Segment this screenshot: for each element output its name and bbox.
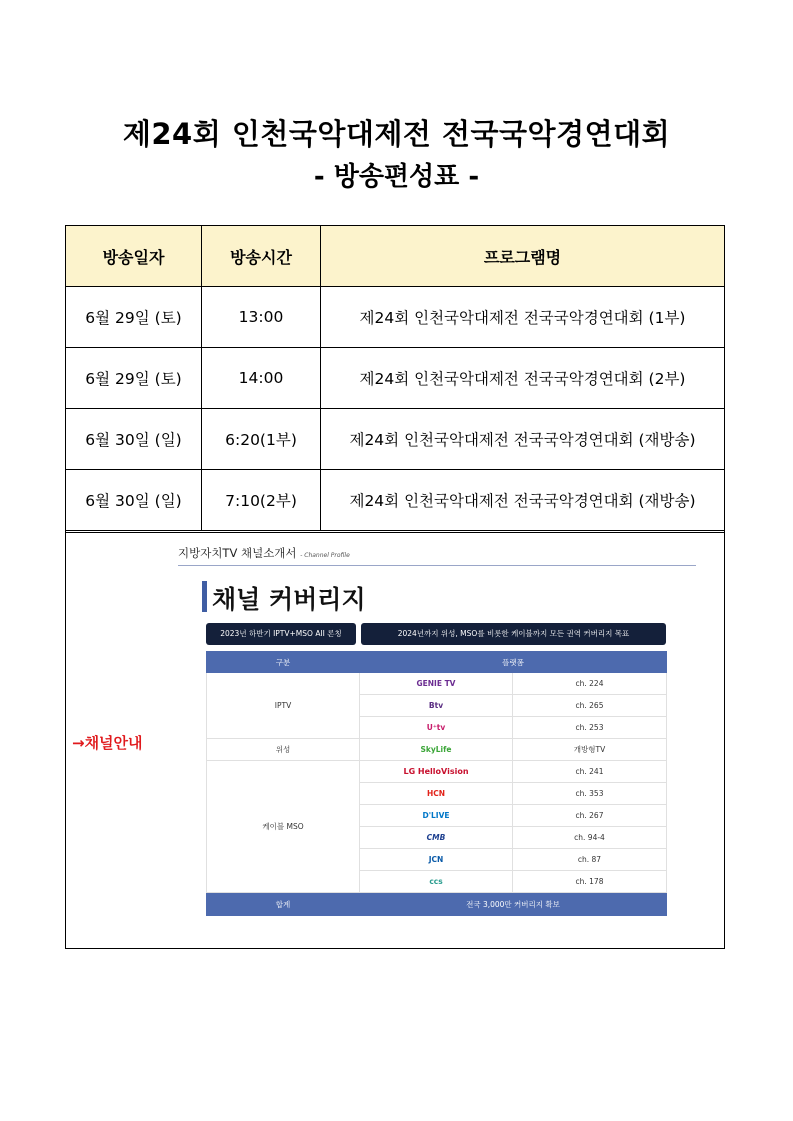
channel-number: ch. 224 [513, 673, 667, 695]
header-date: 방송일자 [66, 226, 202, 287]
schedule-date: 6월 29일 (토) [66, 287, 202, 348]
schedule-time: 14:00 [202, 348, 321, 409]
header-time: 방송시간 [202, 226, 321, 287]
schedule-program: 제24회 인천국악대제전 전국국악경연대회 (재방송) [321, 409, 725, 470]
schedule-row [66, 409, 725, 470]
platform-logo: U⁺tv [360, 717, 513, 739]
profile-header [178, 545, 350, 561]
coverage-col-platform: 플랫폼 [360, 652, 667, 673]
channel-number: ch. 353 [513, 783, 667, 805]
channel-number: ch. 94-4 [513, 827, 667, 849]
channel-number: 개방형TV [513, 739, 667, 761]
platform-logo: LG HelloVision [360, 761, 513, 783]
section-accent-bar [202, 581, 207, 612]
channel-number: ch. 253 [513, 717, 667, 739]
channel-profile-image [178, 545, 696, 923]
schedule-program: 제24회 인천국악대제전 전국국악경연대회 (2부) [321, 348, 725, 409]
schedule-program: 제24회 인천국악대제전 전국국악경연대회 (재방송) [321, 470, 725, 532]
channel-number: ch. 265 [513, 695, 667, 717]
group-iptv: IPTV [207, 673, 360, 739]
coverage-goal-pill: 2024년까지 위성, MSO를 비롯한 케이블까지 모든 권역 커버리지 목표 [361, 623, 666, 645]
coverage-total-row [207, 893, 667, 916]
document-subtitle: - 방송편성표 - [313, 162, 480, 192]
document-title: 제24회 인천국악대제전 전국국악경연대회 [122, 117, 671, 151]
schedule-date: 6월 30일 (일) [66, 409, 202, 470]
coverage-title: 채널 커버리지 [212, 585, 366, 614]
channel-number: ch. 87 [513, 849, 667, 871]
profile-header-sub: - Channel Profile [300, 552, 350, 559]
platform-logo: GENIE TV [360, 673, 513, 695]
schedule-time: 13:00 [202, 287, 321, 348]
platform-logo: Btv [360, 695, 513, 717]
platform-logo: D'LIVE [360, 805, 513, 827]
channel-number: ch. 241 [513, 761, 667, 783]
channel-guide-label: →채널안내 [72, 734, 143, 752]
profile-divider [178, 565, 696, 566]
group-cable: 케이블 MSO [207, 761, 360, 893]
channel-number: ch. 267 [513, 805, 667, 827]
platform-logo: HCN [360, 783, 513, 805]
schedule-date: 6월 30일 (일) [66, 470, 202, 532]
schedule-row [66, 287, 725, 348]
coverage-row [207, 673, 667, 695]
schedule-header-row [66, 226, 725, 287]
group-satellite: 위성 [207, 739, 360, 761]
profile-header-title: 지방자치TV 채널소개서 [178, 546, 297, 560]
total-label: 합계 [207, 893, 360, 916]
coverage-row [207, 761, 667, 783]
platform-logo: SkyLife [360, 739, 513, 761]
schedule-program: 제24회 인천국악대제전 전국국악경연대회 (1부) [321, 287, 725, 348]
coverage-col-category: 구분 [207, 652, 360, 673]
channel-number: ch. 178 [513, 871, 667, 893]
platform-logo: CMB [360, 827, 513, 849]
schedule-time: 7:10(2부) [202, 470, 321, 532]
schedule-row [66, 470, 725, 532]
schedule-date: 6월 29일 (토) [66, 348, 202, 409]
coverage-header-row [207, 652, 667, 673]
total-value: 전국 3,000만 커버리지 확보 [360, 893, 667, 916]
coverage-table [206, 651, 667, 916]
coverage-row [207, 739, 667, 761]
schedule-row [66, 348, 725, 409]
platform-logo: JCN [360, 849, 513, 871]
header-program: 프로그램명 [321, 226, 725, 287]
launch-note-pill: 2023년 하반기 IPTV+MSO AII 론칭 [206, 623, 356, 645]
broadcast-schedule-table [65, 225, 725, 533]
schedule-time: 6:20(1부) [202, 409, 321, 470]
platform-logo: ccs [360, 871, 513, 893]
